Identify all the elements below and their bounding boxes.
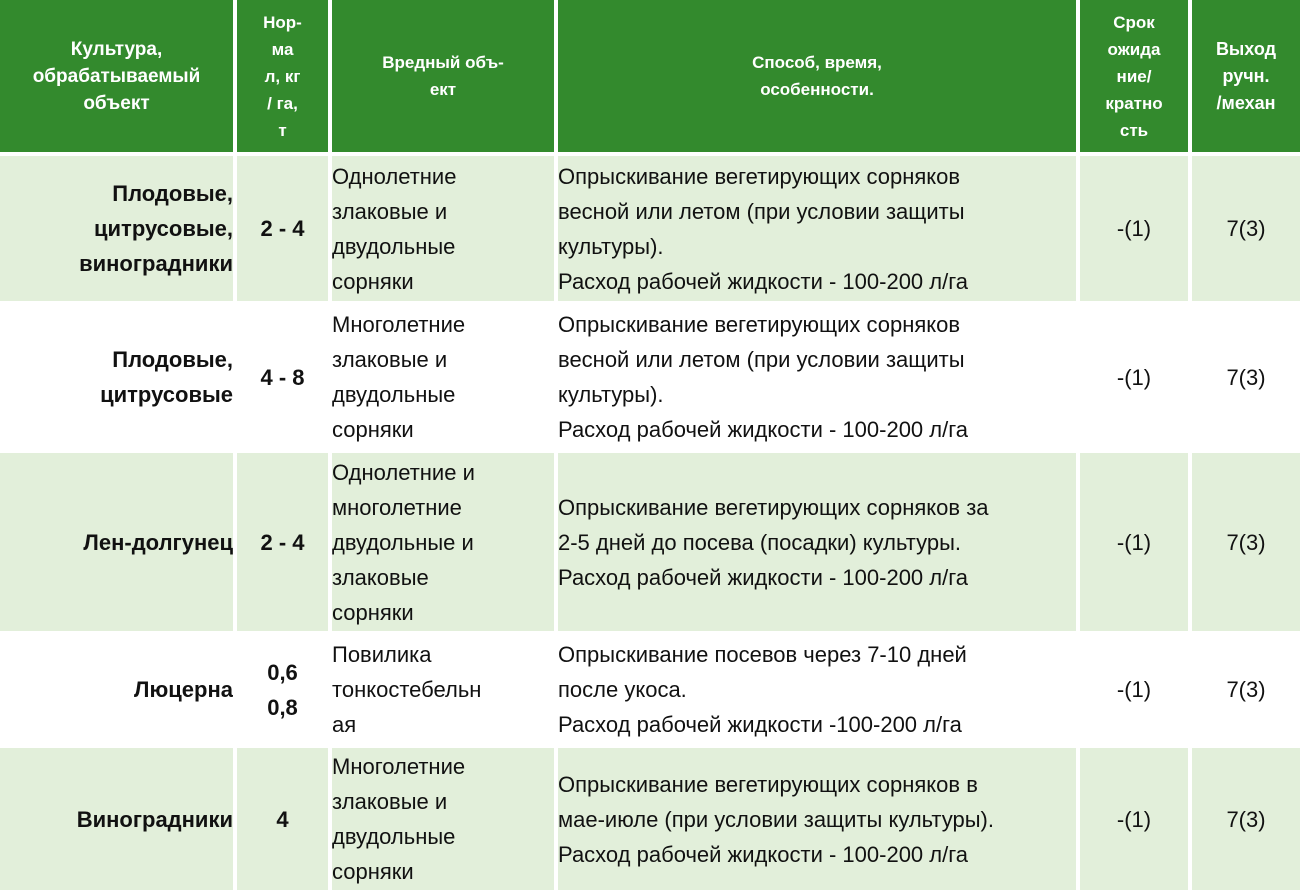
cell-method — [558, 748, 1076, 890]
cell-culture: Плодовые, цитрусовые, виноградники — [0, 156, 233, 301]
cell-target: Однолетние злаковые и двудольные сорняки — [332, 156, 554, 301]
table-row — [0, 301, 1300, 453]
cell-norm: 4 - 8 — [237, 301, 328, 453]
cell-method — [558, 453, 1076, 631]
method-line: весной или летом (при условии защиты — [558, 198, 965, 224]
cell-norm: 2 - 4 — [237, 453, 328, 631]
cell-norm: 4 — [237, 748, 328, 890]
cell-norm: 0,6 0,8 — [237, 631, 328, 748]
cell-waiting-period: -(1) — [1080, 301, 1188, 453]
cell-culture: Лен-долгунец — [0, 453, 233, 631]
method-line: Расход рабочей жидкости - 100-200 л/га — [558, 268, 968, 294]
method-line: Опрыскивание посевов через 7-10 дней — [558, 642, 967, 667]
header-waiting-period: Срок ожида ние/ кратно сть — [1080, 0, 1188, 156]
table-row — [0, 156, 1300, 301]
method-line: Опрыскивание вегетирующих сорняков в — [558, 771, 978, 797]
header-culture: Культура, обрабатываемый объект — [0, 0, 233, 156]
method-line: весной или летом (при условии защиты — [558, 347, 965, 372]
cell-culture: Люцерна — [0, 631, 233, 748]
cell-output: 7(3) — [1192, 748, 1300, 890]
cell-method — [558, 156, 1076, 301]
cell-output: 7(3) — [1192, 453, 1300, 631]
header-row — [0, 0, 1300, 156]
method-line: мае-июле (при условии защиты культуры). — [558, 806, 994, 832]
method-line: Расход рабочей жидкости - 100-200 л/га — [558, 841, 968, 867]
cell-waiting-period: -(1) — [1080, 453, 1188, 631]
header-output: Выход ручн. /механ — [1192, 0, 1300, 156]
cell-output: 7(3) — [1192, 631, 1300, 748]
method-line: культуры). — [558, 382, 664, 407]
cell-culture: Плодовые, цитрусовые — [0, 301, 233, 453]
cell-output: 7(3) — [1192, 301, 1300, 453]
cell-waiting-period: -(1) — [1080, 631, 1188, 748]
cell-target: Многолетние злаковые и двудольные сорняки — [332, 301, 554, 453]
cell-waiting-period: -(1) — [1080, 156, 1188, 301]
method-line: 2-5 дней до посева (посадки) культуры. — [558, 529, 961, 555]
table-row — [0, 631, 1300, 748]
method-line: культуры). — [558, 233, 664, 259]
method-line: Опрыскивание вегетирующих сорняков — [558, 312, 961, 337]
cell-waiting-period: -(1) — [1080, 748, 1188, 890]
method-line: Расход рабочей жидкости -100-200 л/га — [558, 712, 962, 737]
method-line: Расход рабочей жидкости - 100-200 л/га — [558, 564, 968, 590]
header-target: Вредный объ- ект — [332, 0, 554, 156]
cell-target: Повилика тонкостебельн ая — [332, 631, 554, 748]
cell-target: Однолетние и многолетние двудольные и злаковые сорняки — [332, 453, 554, 631]
method-line: Расход рабочей жидкости - 100-200 л/га — [558, 417, 968, 442]
cell-target: Многолетние злаковые и двудольные сорняки — [332, 748, 554, 890]
method-line: после укоса. — [558, 677, 687, 702]
cell-method — [558, 301, 1076, 453]
table-row — [0, 453, 1300, 631]
cell-method — [558, 631, 1076, 748]
cell-output: 7(3) — [1192, 156, 1300, 301]
method-line: Опрыскивание вегетирующих сорняков — [558, 163, 961, 189]
header-norm: Нор- ма л, кг / га, т — [237, 0, 328, 156]
method-line: Опрыскивание вегетирующих сорняков за — [558, 494, 989, 520]
cell-norm: 2 - 4 — [237, 156, 328, 301]
cell-culture: Виноградники — [0, 748, 233, 890]
header-method: Способ, время, особенности. — [558, 0, 1076, 156]
table-row — [0, 748, 1300, 890]
